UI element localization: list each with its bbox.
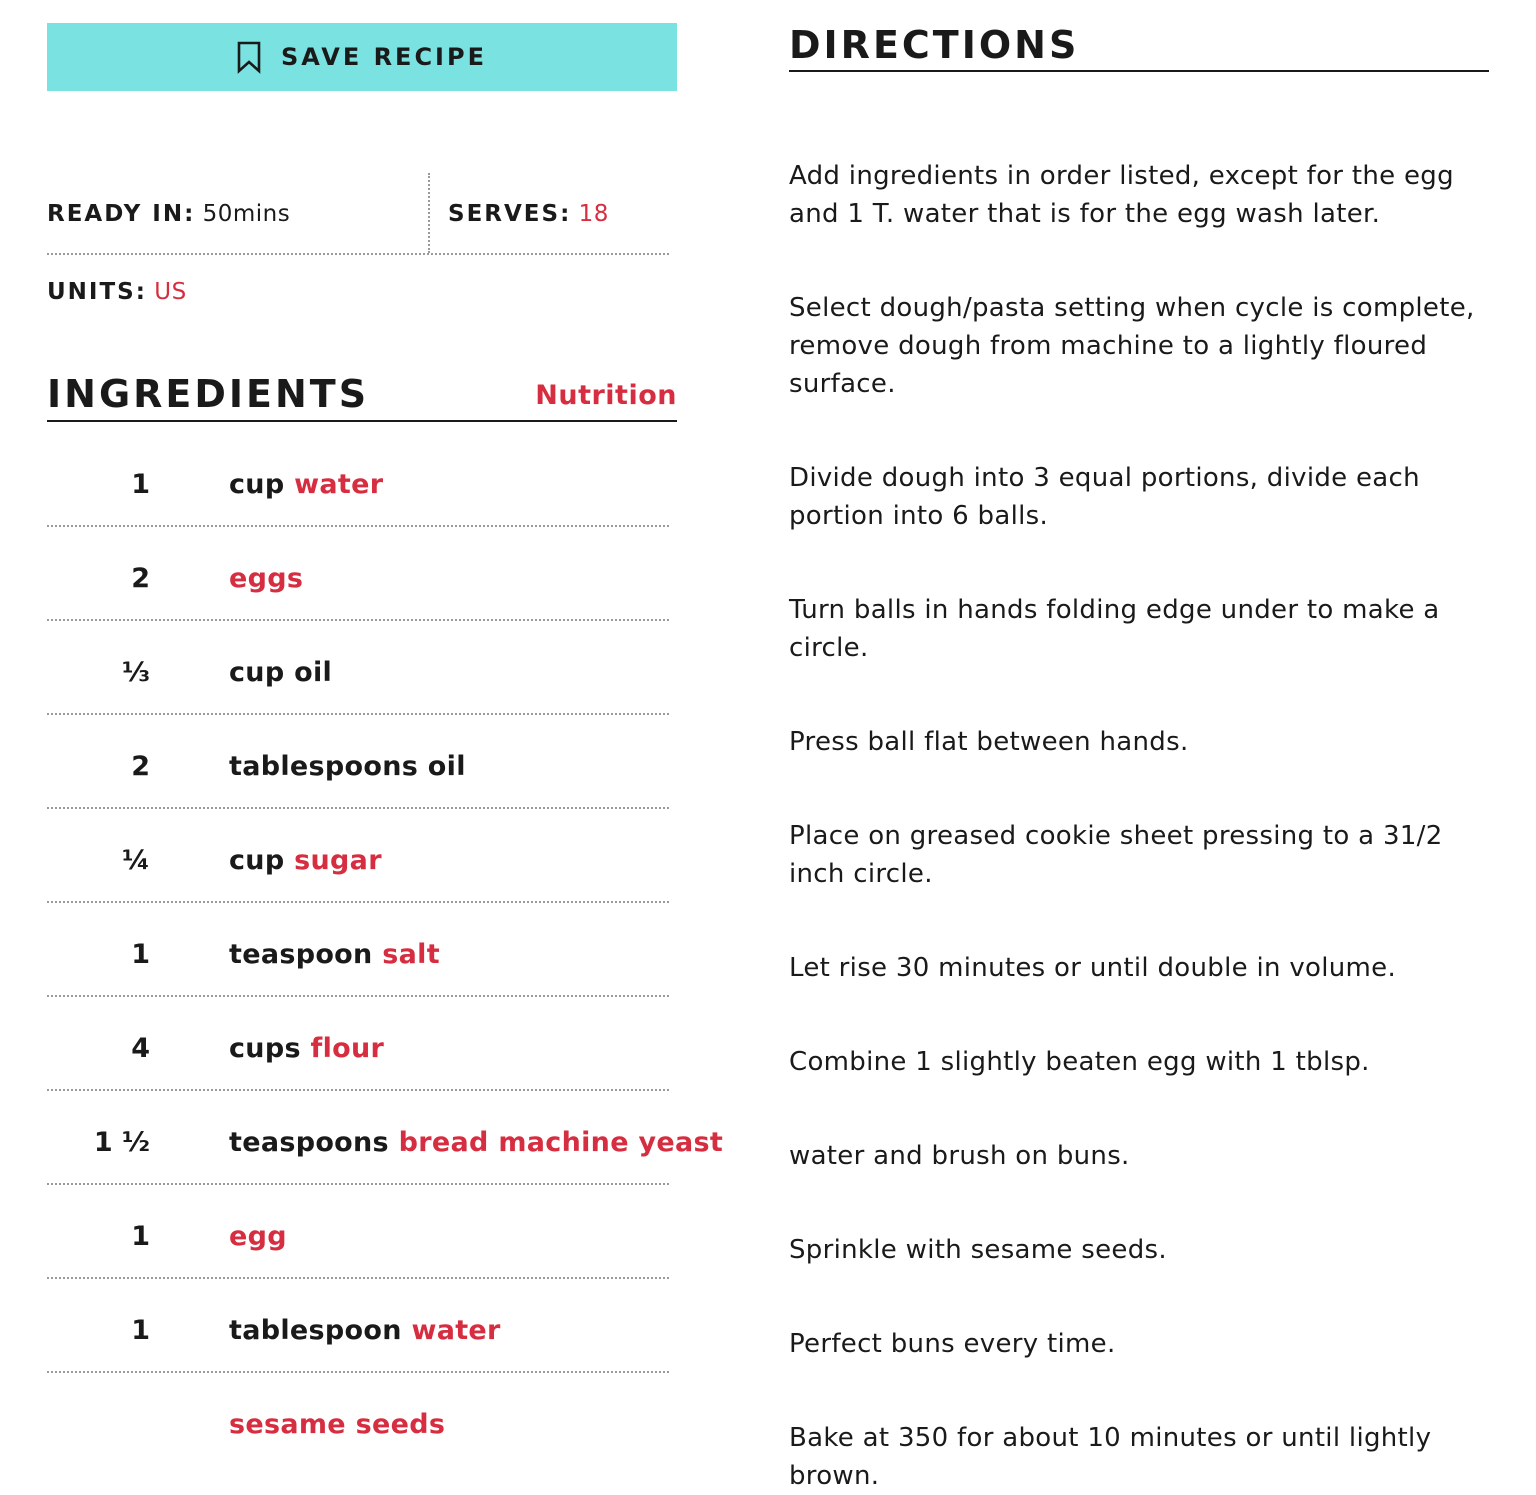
- serves-value[interactable]: 18: [578, 201, 609, 227]
- units: [47, 279, 187, 305]
- ingredient-row: [47, 1091, 724, 1185]
- ingredient-text: [229, 939, 440, 970]
- directions-section: [789, 23, 1489, 1491]
- ingredient-quantity: 4: [131, 1033, 150, 1064]
- units-value[interactable]: US: [154, 279, 187, 305]
- ingredient-text: [229, 657, 332, 688]
- ready-in-value: 50mins: [202, 201, 291, 227]
- units-label: UNITS:: [47, 279, 147, 305]
- ingredient-text: [229, 469, 383, 500]
- direction-step: Let rise 30 minutes or until double in volume.: [789, 953, 1397, 983]
- direction-step: Bake at 350 for about 10 minutes or until lightly brown.: [789, 1423, 1432, 1491]
- recipe-sidebar: [47, 23, 724, 1440]
- direction-step: Perfect buns every time.: [789, 1329, 1116, 1359]
- ingredient-unit: cup: [229, 845, 295, 876]
- ingredient-link[interactable]: egg: [229, 1221, 287, 1252]
- ingredient-link[interactable]: salt: [382, 939, 440, 970]
- ingredients-header: [47, 370, 677, 422]
- ingredients-title: INGREDIENTS: [47, 372, 370, 416]
- bookmark-icon: [237, 41, 261, 73]
- ingredient-quantity: 1: [131, 469, 150, 500]
- ingredient-text: [229, 1409, 445, 1440]
- recipe-meta: [47, 173, 677, 373]
- ingredient-link[interactable]: sugar: [294, 845, 382, 876]
- ingredient-quantity: 1: [131, 939, 150, 970]
- save-recipe-label: SAVE RECIPE: [281, 43, 487, 71]
- ingredient-text: [229, 845, 382, 876]
- ingredient-link[interactable]: water: [411, 1315, 501, 1346]
- direction-step: Divide dough into 3 equal portions, divide each portion into 6 balls.: [789, 463, 1420, 531]
- ingredient-unit: tablespoon: [229, 1315, 412, 1346]
- ingredient-row: [47, 715, 669, 809]
- ready-in-label: READY IN:: [47, 201, 196, 227]
- direction-step: Select dough/pasta setting when cycle is complete, remove dough from machine to a lightly floured surface.: [789, 293, 1475, 399]
- direction-step: Press ball flat between hands.: [789, 727, 1189, 757]
- ingredient-link[interactable]: bread machine yeast: [398, 1127, 724, 1158]
- direction-step: Turn balls in hands folding edge under to make a circle.: [789, 595, 1440, 663]
- ingredient-quantity: ¼: [122, 845, 150, 876]
- ingredient-quantity: ⅓: [122, 657, 150, 688]
- direction-step: Add ingredients in order listed, except for the egg and 1 T. water that is for the egg wash later.: [789, 161, 1454, 229]
- ingredient-row: [47, 809, 669, 903]
- nutrition-link[interactable]: Nutrition: [535, 380, 677, 411]
- ingredients-list: [47, 433, 724, 1465]
- ingredient-row: [47, 1185, 669, 1279]
- ready-in: [47, 201, 290, 227]
- ingredient-row: [47, 1373, 669, 1465]
- ingredient-quantity: 1: [131, 1221, 150, 1252]
- save-recipe-button[interactable]: [47, 23, 677, 91]
- ingredient-unit: cups: [229, 1033, 311, 1064]
- ingredient-link[interactable]: flour: [310, 1033, 385, 1064]
- ingredient-link[interactable]: sesame seeds: [229, 1409, 446, 1440]
- ingredient-text: [229, 563, 303, 594]
- directions-title: DIRECTIONS: [789, 23, 1080, 67]
- ingredient-row: [47, 527, 669, 621]
- ingredient-text: [229, 1127, 723, 1158]
- ingredient-unit: teaspoons: [229, 1127, 399, 1158]
- direction-step: water and brush on buns.: [789, 1141, 1130, 1171]
- serves-label: SERVES:: [448, 201, 572, 227]
- ingredient-text: [229, 1221, 287, 1252]
- serves: [448, 201, 609, 227]
- ingredient-quantity: 1: [131, 1315, 150, 1346]
- direction-step: Combine 1 slightly beaten egg with 1 tblsp.: [789, 1047, 1370, 1077]
- meta-row: [47, 173, 669, 255]
- ingredient-text: [229, 1033, 384, 1064]
- ingredient-link[interactable]: water: [294, 469, 384, 500]
- ingredient-row: [47, 621, 669, 715]
- ingredient-quantity: 2: [131, 751, 150, 782]
- ingredient-unit: cup oil: [229, 657, 333, 688]
- ingredient-quantity: 2: [131, 563, 150, 594]
- ingredient-row: [47, 903, 669, 997]
- ingredient-row: [47, 997, 669, 1091]
- meta-divider: [428, 173, 430, 253]
- ingredient-text: [229, 1315, 501, 1346]
- ingredient-link[interactable]: eggs: [229, 563, 304, 594]
- direction-step: Place on greased cookie sheet pressing to a 31/2 inch circle.: [789, 821, 1443, 889]
- ingredient-row: [47, 433, 669, 527]
- ingredient-quantity: 1 ½: [93, 1127, 150, 1158]
- directions-header: [789, 23, 1489, 72]
- ingredient-unit: tablespoons oil: [229, 751, 466, 782]
- ingredient-unit: cup: [229, 469, 295, 500]
- ingredient-unit: teaspoon: [229, 939, 383, 970]
- ingredient-row: [47, 1279, 669, 1373]
- ingredient-text: [229, 751, 466, 782]
- direction-step: Sprinkle with sesame seeds.: [789, 1235, 1167, 1265]
